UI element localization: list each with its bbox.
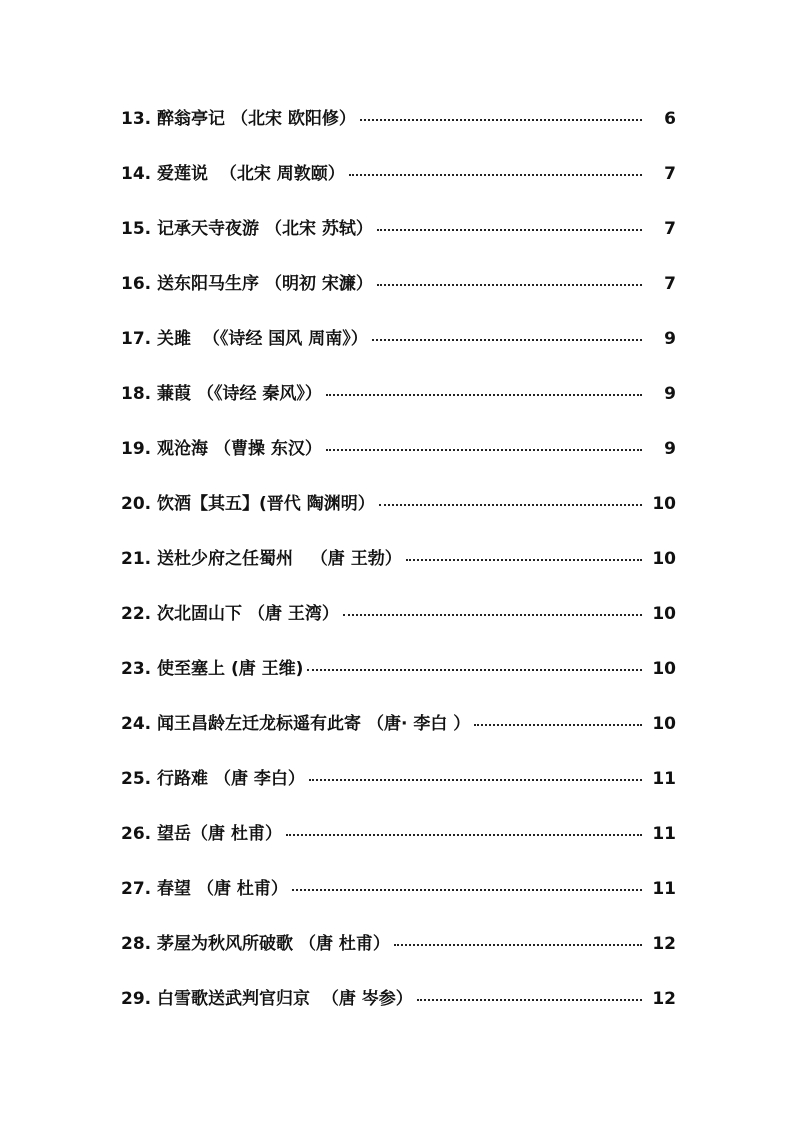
toc-leader-dots bbox=[349, 174, 642, 176]
toc-leader-dots bbox=[326, 449, 642, 451]
toc-entry-title: 13. 醉翁亭记 （北宋 欧阳修） bbox=[121, 109, 356, 129]
toc-leader-dots bbox=[474, 724, 642, 726]
toc-entry-15[interactable] bbox=[121, 214, 676, 269]
toc-entry-17[interactable] bbox=[121, 324, 676, 379]
toc-entry-title: 15. 记承天寺夜游 （北宋 苏轼） bbox=[121, 219, 373, 239]
toc-leader-dots bbox=[343, 614, 642, 616]
toc-entry-26[interactable] bbox=[121, 819, 676, 874]
toc-entry-title: 14. 爱莲说 （北宋 周敦颐） bbox=[121, 164, 345, 184]
toc-entry-27[interactable] bbox=[121, 874, 676, 929]
toc-entry-page: 10 bbox=[652, 659, 676, 679]
toc-leader-dots bbox=[377, 229, 642, 231]
toc-entry-title: 16. 送东阳马生序 （明初 宋濂） bbox=[121, 274, 373, 294]
toc-leader-dots bbox=[406, 559, 642, 561]
toc-entry-page: 10 bbox=[652, 549, 676, 569]
toc-entry-page: 10 bbox=[652, 604, 676, 624]
toc-entry-page: 7 bbox=[664, 274, 676, 294]
toc-leader-dots bbox=[286, 834, 642, 836]
toc-entry-title: 20. 饮酒【其五】(晋代 陶渊明） bbox=[121, 494, 375, 514]
toc-entry-title: 21. 送杜少府之任蜀州 （唐 王勃） bbox=[121, 549, 402, 569]
toc-entry-page: 12 bbox=[652, 989, 676, 1009]
toc-entry-page: 6 bbox=[664, 109, 676, 129]
toc-entry-title: 19. 观沧海 （曹操 东汉） bbox=[121, 439, 322, 459]
table-of-contents bbox=[121, 104, 676, 1039]
toc-entry-20[interactable] bbox=[121, 489, 676, 544]
toc-entry-page: 9 bbox=[664, 329, 676, 349]
toc-entry-25[interactable] bbox=[121, 764, 676, 819]
toc-entry-28[interactable] bbox=[121, 929, 676, 984]
toc-entry-title: 17. 关雎 （《诗经 国风 周南》） bbox=[121, 329, 368, 349]
toc-entry-16[interactable] bbox=[121, 269, 676, 324]
toc-entry-page: 9 bbox=[664, 439, 676, 459]
toc-entry-page: 12 bbox=[652, 934, 676, 954]
toc-entry-page: 11 bbox=[652, 769, 676, 789]
toc-entry-29[interactable] bbox=[121, 984, 676, 1039]
toc-entry-title: 18. 蒹葭 （《诗经 秦风》） bbox=[121, 384, 322, 404]
toc-entry-title: 29. 白雪歌送武判官归京 （唐 岑参） bbox=[121, 989, 413, 1009]
toc-entry-title: 28. 茅屋为秋风所破歌 （唐 杜甫） bbox=[121, 934, 390, 954]
toc-entry-page: 11 bbox=[652, 879, 676, 899]
toc-leader-dots bbox=[307, 669, 642, 671]
toc-leader-dots bbox=[360, 119, 642, 121]
toc-entry-page: 9 bbox=[664, 384, 676, 404]
toc-entry-23[interactable] bbox=[121, 654, 676, 709]
toc-entry-page: 11 bbox=[652, 824, 676, 844]
toc-entry-page: 10 bbox=[652, 494, 676, 514]
toc-leader-dots bbox=[372, 339, 642, 341]
toc-entry-title: 26. 望岳（唐 杜甫） bbox=[121, 824, 282, 844]
toc-entry-title: 24. 闻王昌龄左迁龙标遥有此寄 （唐· 李白 ） bbox=[121, 714, 471, 734]
toc-leader-dots bbox=[309, 779, 642, 781]
toc-entry-24[interactable] bbox=[121, 709, 676, 764]
toc-entry-title: 25. 行路难 （唐 李白） bbox=[121, 769, 305, 789]
toc-entry-title: 23. 使至塞上 (唐 王维) bbox=[121, 659, 304, 679]
toc-entry-page: 7 bbox=[664, 219, 676, 239]
toc-leader-dots bbox=[326, 394, 642, 396]
toc-entry-19[interactable] bbox=[121, 434, 676, 489]
toc-entry-title: 27. 春望 （唐 杜甫） bbox=[121, 879, 288, 899]
toc-entry-13[interactable] bbox=[121, 104, 676, 159]
toc-entry-21[interactable] bbox=[121, 544, 676, 599]
toc-entry-22[interactable] bbox=[121, 599, 676, 654]
toc-leader-dots bbox=[292, 889, 642, 891]
toc-entry-title: 22. 次北固山下 （唐 王湾） bbox=[121, 604, 339, 624]
toc-entry-page: 10 bbox=[652, 714, 676, 734]
toc-leader-dots bbox=[377, 284, 642, 286]
toc-leader-dots bbox=[379, 504, 642, 506]
toc-entry-page: 7 bbox=[664, 164, 676, 184]
toc-entry-14[interactable] bbox=[121, 159, 676, 214]
toc-leader-dots bbox=[394, 944, 642, 946]
toc-leader-dots bbox=[417, 999, 642, 1001]
toc-entry-18[interactable] bbox=[121, 379, 676, 434]
